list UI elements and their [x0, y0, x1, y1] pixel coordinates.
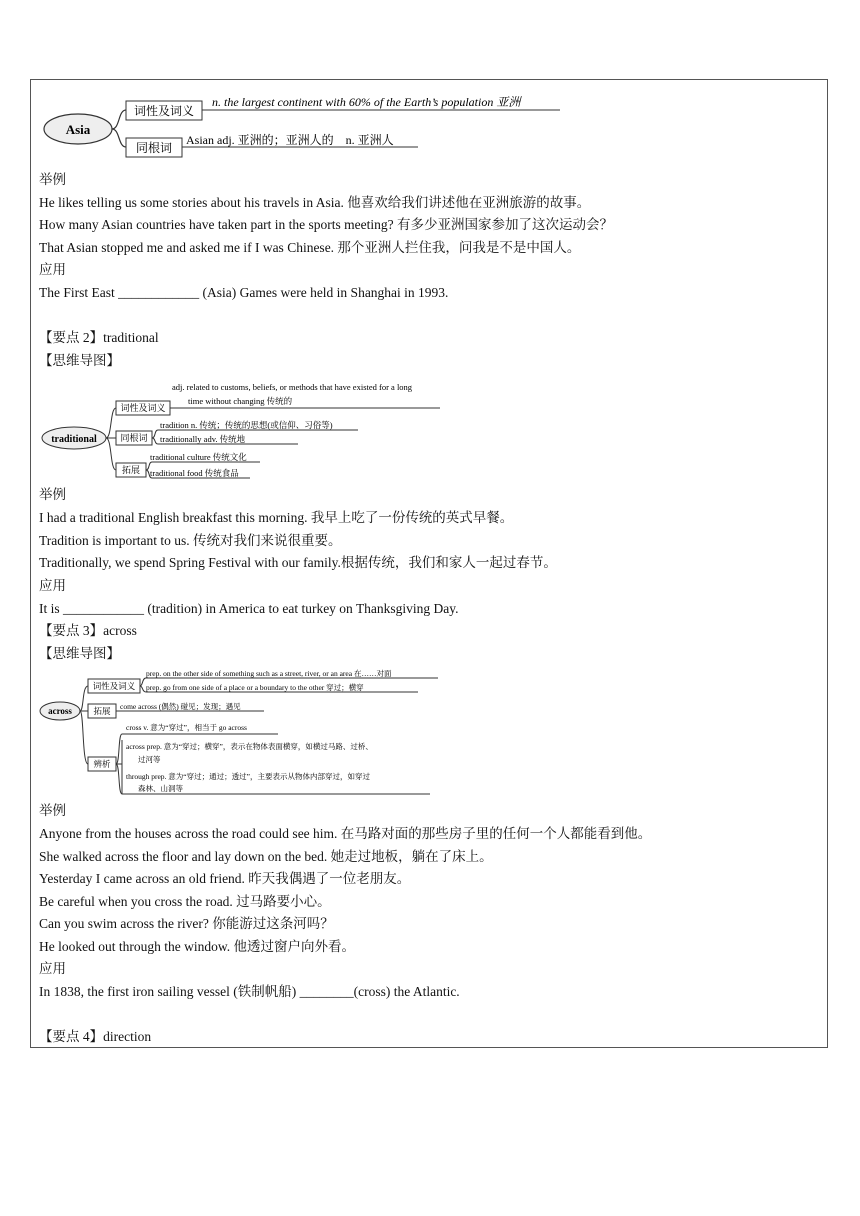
svg-text:adj. related to customs, belie: adj. related to customs, beliefs, or methods that have existed for a long [172, 382, 413, 392]
svg-text:词性及词义: 词性及词义 [133, 104, 195, 118]
mindmap-traditional [38, 378, 458, 484]
apply-exercise: The First East ____________ (Asia) Games were held in Shanghai in 1993. [39, 285, 449, 300]
mindmap-label: 【思维导图】 [39, 353, 120, 368]
point-heading: 【要点 3】across [39, 623, 137, 638]
point-heading: 【要点 2】traditional [39, 330, 159, 345]
example-sentence: Yesterday I came across an old friend. 昨天我偶遇了一位老朋友。 [39, 871, 411, 886]
apply-label: 应用 [39, 262, 66, 277]
example-sentence: Traditionally, we spend Spring Festival with our family.根据传统，我们和家人一起过春节。 [39, 555, 557, 570]
example-sentence: That Asian stopped me and asked me if I was Chinese. 那个亚洲人拦住我，问我是不是中国人。 [39, 240, 581, 255]
apply-label: 应用 [39, 578, 66, 593]
mindmap-asia [38, 88, 578, 160]
svg-text:prep. on the other side of som: prep. on the other side of something such as a street, river, or an area 在……对面 [146, 669, 392, 678]
svg-text:cross v. 意为“穿过”，相当于 go across: cross v. 意为“穿过”，相当于 go across [126, 723, 247, 732]
svg-text:traditional food 传统食品: traditional food 传统食品 [150, 468, 239, 478]
svg-text:词性及词义: 词性及词义 [120, 403, 166, 413]
svg-text:tradition n. 传统；传统的思想(或信仰、习俗等): tradition n. 传统；传统的思想(或信仰、习俗等) [160, 420, 333, 430]
apply-label: 应用 [39, 961, 66, 976]
mindmap-label: 【思维导图】 [39, 646, 120, 661]
mindmap-center-label: across [48, 706, 72, 716]
mindmap-center-label: traditional [51, 434, 97, 445]
examples-label: 举例 [39, 487, 66, 502]
svg-text:拓展: 拓展 [93, 706, 111, 716]
svg-text:词性及词义: 词性及词义 [92, 681, 136, 691]
example-sentence: Anyone from the houses across the road could see him. 在马路对面的那些房子里的任何一个人都能看到他。 [39, 826, 652, 841]
example-sentence: Be careful when you cross the road. 过马路要小心。 [39, 894, 331, 909]
mindmap-center-label: Asia [65, 122, 91, 137]
apply-exercise: In 1838, the first iron sailing vessel (铁制帆船) ________(cross) the Atlantic. [39, 984, 460, 999]
examples-label: 举例 [39, 803, 66, 818]
example-sentence: How many Asian countries have taken part in the sports meeting? 有多少亚洲国家参加了这次运动会？ [39, 217, 614, 232]
svg-text:across prep. 意为“穿过；横穿”，表示在物体表面: across prep. 意为“穿过；横穿”，表示在物体表面横穿，如横过马路、过桥、 [126, 742, 373, 751]
svg-text:time without changing 传统的: time without changing 传统的 [188, 396, 293, 406]
example-sentence: He likes telling us some stories about his travels in Asia. 他喜欢给我们讲述他在亚洲旅游的故事。 [39, 195, 591, 210]
example-sentence: Can you swim across the river? 你能游过这条河吗？ [39, 916, 334, 931]
example-sentence: He looked out through the window. 他透过窗户向外看。 [39, 939, 355, 954]
apply-exercise: It is ____________ (tradition) in America to eat turkey on Thanksgiving Day. [39, 601, 459, 616]
svg-text:Asian adj. 亚洲的；亚洲人的 n. 亚洲人: Asian adj. 亚洲的；亚洲人的 n. 亚洲人 [186, 133, 394, 147]
svg-text:traditionally adv. 传统地: traditionally adv. 传统地 [160, 434, 246, 444]
svg-text:through prep. 意为“穿过；通过；透过”，主要表: through prep. 意为“穿过；通过；透过”，主要表示从物体内部穿过，如穿过 [126, 772, 370, 781]
examples-label: 举例 [39, 172, 66, 187]
mindmap-across [38, 666, 458, 798]
svg-text:traditional culture 传统文化: traditional culture 传统文化 [150, 452, 247, 462]
svg-text:同根词: 同根词 [135, 141, 173, 155]
point-heading: 【要点 4】direction [39, 1029, 152, 1044]
svg-text:n. the largest continent with: n. the largest continent with 60% of the Earth’s population 亚洲 [212, 95, 521, 109]
svg-text:过河等: 过河等 [138, 755, 161, 764]
svg-text:拓展: 拓展 [121, 465, 141, 475]
example-sentence: Tradition is important to us. 传统对我们来说很重要。 [39, 533, 342, 548]
svg-text:辨析: 辨析 [93, 759, 111, 769]
svg-text:森林、山洞等: 森林、山洞等 [138, 784, 183, 793]
example-sentence: I had a traditional English breakfast this morning. 我早上吃了一份传统的英式早餐。 [39, 510, 514, 525]
svg-text:prep. go from one side of a pl: prep. go from one side of a place or a boundary to the other 穿过；横穿 [146, 683, 364, 692]
example-sentence: She walked across the floor and lay down on the bed. 她走过地板，躺在了床上。 [39, 849, 493, 864]
svg-text:come across (偶然) 碰见；发现；遇见: come across (偶然) 碰见；发现；遇见 [120, 702, 241, 711]
svg-text:同根词: 同根词 [120, 433, 148, 443]
